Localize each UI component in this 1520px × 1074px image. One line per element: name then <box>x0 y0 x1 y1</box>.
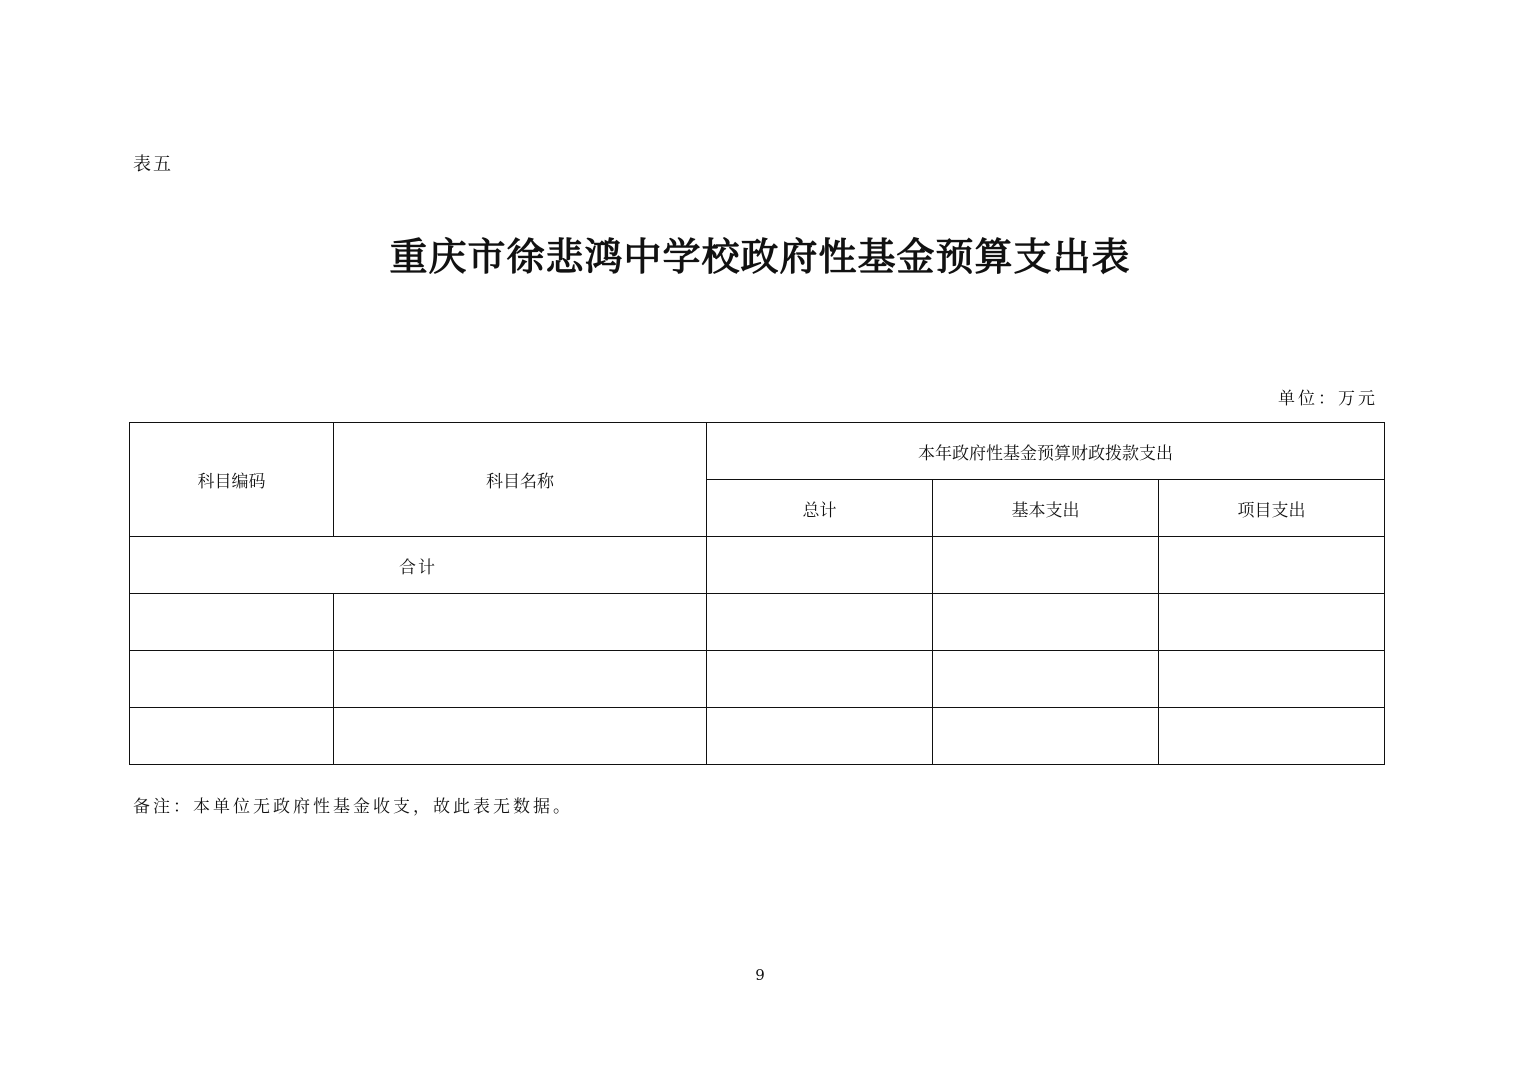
table-row <box>130 651 1385 708</box>
cell-code <box>130 594 334 651</box>
header-total: 总计 <box>707 480 933 537</box>
cell-project <box>1159 594 1385 651</box>
page-title: 重庆市徐悲鸿中学校政府性基金预算支出表 <box>389 234 1131 279</box>
cell-name <box>334 708 707 765</box>
cell-name <box>334 651 707 708</box>
header-basic: 基本支出 <box>933 480 1159 537</box>
cell-project <box>1159 651 1385 708</box>
cell-code <box>130 651 334 708</box>
header-name: 科目名称 <box>334 423 707 537</box>
cell-name <box>334 594 707 651</box>
total-label: 合计 <box>130 537 707 594</box>
total-cell-total <box>707 537 933 594</box>
header-project: 项目支出 <box>1159 480 1385 537</box>
cell-code <box>130 708 334 765</box>
total-cell-basic <box>933 537 1159 594</box>
total-cell-project <box>1159 537 1385 594</box>
budget-table <box>129 422 1385 765</box>
total-row <box>130 537 1385 594</box>
cell-total <box>707 594 933 651</box>
cell-total <box>707 651 933 708</box>
cell-total <box>707 708 933 765</box>
cell-project <box>1159 708 1385 765</box>
unit-label: 单位：万元 <box>1278 389 1378 409</box>
header-row-1 <box>130 423 1385 480</box>
header-group: 本年政府性基金预算财政拨款支出 <box>707 423 1385 480</box>
footnote: 备注：本单位无政府性基金收支，故此表无数据。 <box>133 797 573 817</box>
cell-basic <box>933 651 1159 708</box>
page-number: 9 <box>755 966 765 984</box>
cell-basic <box>933 708 1159 765</box>
table-row <box>130 708 1385 765</box>
cell-basic <box>933 594 1159 651</box>
table-row <box>130 594 1385 651</box>
table-label: 表五 <box>133 154 173 175</box>
header-code: 科目编码 <box>130 423 334 537</box>
